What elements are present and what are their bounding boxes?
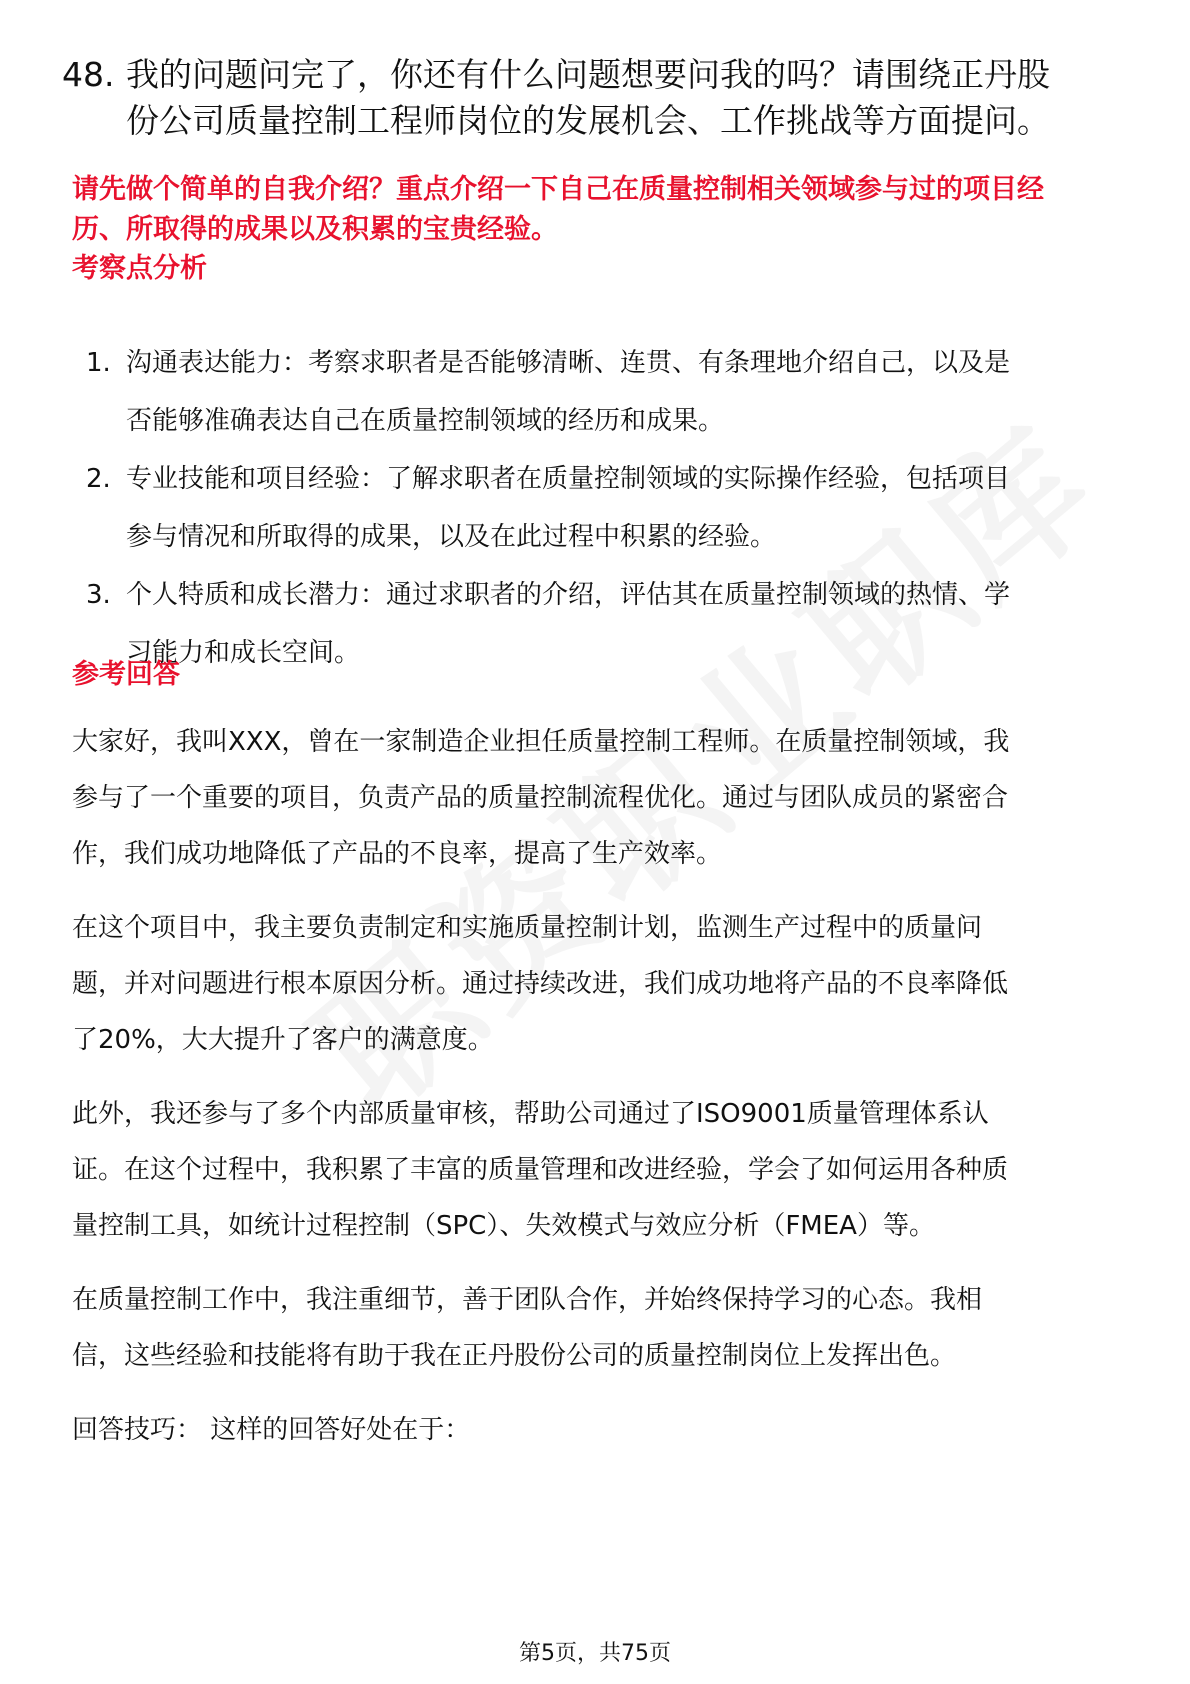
question-text-line-2: 份公司质量控制工程师岗位的发展机会、工作挑战等方面提问。 <box>126 101 1050 140</box>
analysis-item-index: 1. <box>86 348 111 378</box>
paragraph-line: 量控制工具，如统计过程控制（SPC）、失效模式与效应分析（FMEA）等。 <box>72 1211 935 1241</box>
analysis-item-line: 沟通表达能力：考察求职者是否能够清晰、连贯、有条理地介绍自己，以及是 <box>126 348 1011 378</box>
analysis-item-line: 个人特质和成长潜力：通过求职者的介绍，评估其在质量控制领域的热情、学 <box>126 580 1011 610</box>
analysis-item-line: 否能够准确表达自己在质量控制领域的经历和成果。 <box>126 406 725 436</box>
paragraph-line: 此外，我还参与了多个内部质量审核，帮助公司通过了ISO9001质量管理体系认 <box>72 1099 989 1129</box>
prompt-line-1: 请先做个简单的自我介绍？重点介绍一下自己在质量控制相关领域参与过的项目经 <box>72 174 1044 205</box>
paragraph-line: 大家好，我叫XXX，曾在一家制造企业担任质量控制工程师。在质量控制领域，我 <box>72 727 1010 757</box>
analysis-heading: 考察点分析 <box>72 253 207 284</box>
analysis-item <box>72 450 1122 566</box>
analysis-item-index: 2. <box>86 464 111 494</box>
reference-paragraph <box>72 1086 1122 1254</box>
question-title <box>62 52 1112 144</box>
prompt-line-2: 历、所取得的成果以及积累的宝贵经验。 <box>72 214 558 245</box>
question-line-1 <box>62 52 1112 98</box>
paragraph-line: 回答技巧： 这样的回答好处在于： <box>72 1415 471 1445</box>
paragraph-line: 在质量控制工作中，我注重细节，善于团队合作，并始终保持学习的心态。我相 <box>72 1285 983 1315</box>
analysis-list <box>72 334 1122 682</box>
analysis-item-index: 3. <box>86 580 111 610</box>
analysis-item-line: 参与情况和所取得的成果，以及在此过程中积累的经验。 <box>126 522 777 552</box>
paragraph-line: 作，我们成功地降低了产品的不良率，提高了生产效率。 <box>72 839 723 869</box>
analysis-item-line: 习能力和成长空间。 <box>126 638 361 668</box>
paragraph-line: 参与了一个重要的项目，负责产品的质量控制流程优化。通过与团队成员的紧密合 <box>72 783 1009 813</box>
question-number: 48. <box>62 55 115 94</box>
interview-prompt <box>72 170 1122 250</box>
paragraph-line: 了20%，大大提升了客户的满意度。 <box>72 1025 494 1055</box>
reference-paragraph <box>72 1272 1122 1384</box>
analysis-item-line: 专业技能和项目经验：了解求职者在质量控制领域的实际操作经验，包括项目 <box>126 464 1011 494</box>
reference-paragraph <box>72 714 1122 882</box>
answer-tips-label <box>72 1402 1122 1458</box>
paragraph-line: 题，并对问题进行根本原因分析。通过持续改进，我们成功地将产品的不良率降低 <box>72 969 1009 999</box>
reference-paragraph <box>72 900 1122 1068</box>
paragraph-line: 证。在这个过程中，我积累了丰富的质量管理和改进经验，学会了如何运用各种质 <box>72 1155 1009 1185</box>
question-text-line-1: 我的问题问完了，你还有什么问题想要问我的吗？请围绕正丹股 <box>126 55 1050 94</box>
paragraph-line: 在这个项目中，我主要负责制定和实施质量控制计划，监测生产过程中的质量问 <box>72 913 983 943</box>
analysis-item <box>72 334 1122 450</box>
paragraph-line: 信，这些经验和技能将有助于我在正丹股份公司的质量控制岗位上发挥出色。 <box>72 1341 957 1371</box>
analysis-item <box>72 566 1122 682</box>
page-number: 第5页，共75页 <box>519 1641 671 1666</box>
reference-heading: 参考回答 <box>72 659 180 690</box>
